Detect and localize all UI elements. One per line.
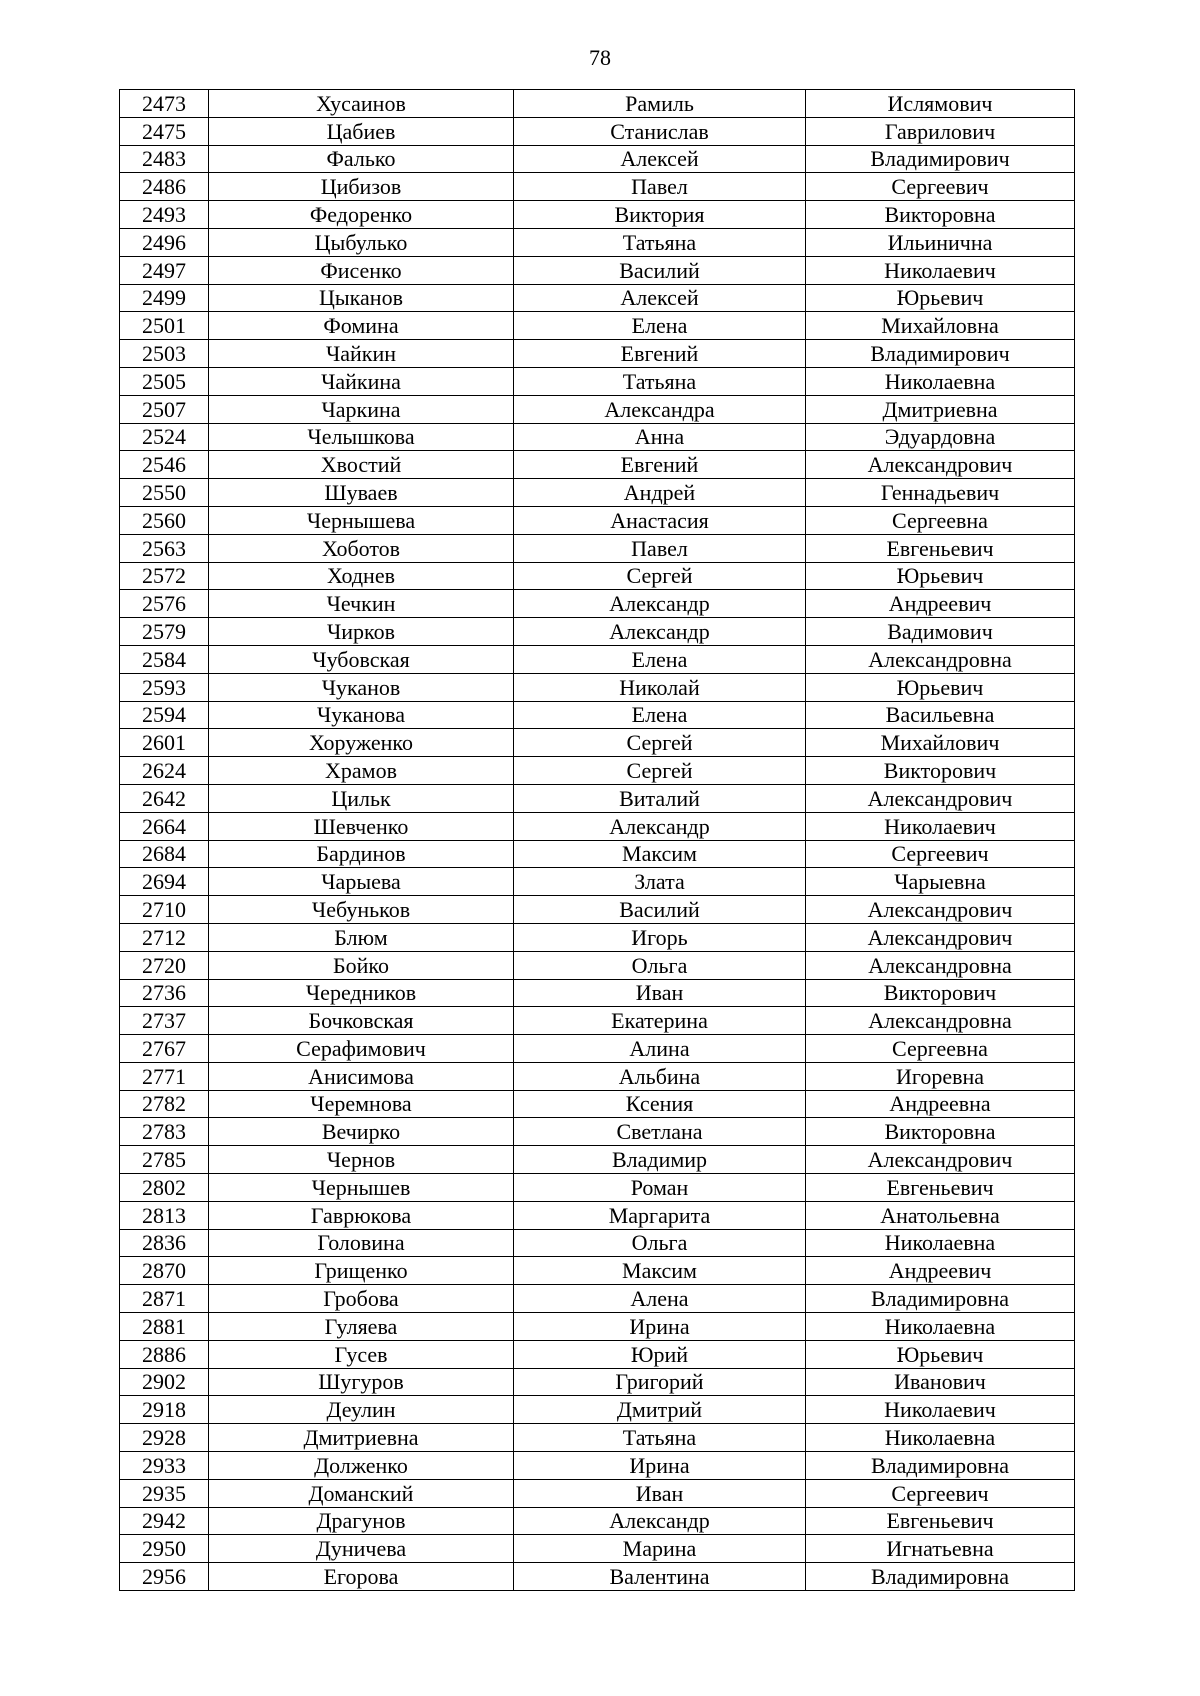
patronymic-cell: Ильинична [806, 228, 1075, 256]
last-name-cell: Деулин [209, 1396, 514, 1424]
table-row [120, 312, 1075, 340]
last-name-cell: Чечкин [209, 590, 514, 618]
patronymic-cell: Александрович [806, 784, 1075, 812]
patronymic-cell: Сергеевна [806, 1035, 1075, 1063]
row-number-cell: 2785 [120, 1146, 209, 1174]
row-number-cell: 2497 [120, 256, 209, 284]
patronymic-cell: Михайловна [806, 312, 1075, 340]
first-name-cell: Александр [514, 590, 806, 618]
first-name-cell: Екатерина [514, 1007, 806, 1035]
patronymic-cell: Вадимович [806, 618, 1075, 646]
patronymic-cell: Евгеньевич [806, 1174, 1075, 1202]
last-name-cell: Гуляева [209, 1313, 514, 1341]
last-name-cell: Чебуньков [209, 896, 514, 924]
row-number-cell: 2881 [120, 1313, 209, 1341]
table-row [120, 451, 1075, 479]
first-name-cell: Павел [514, 173, 806, 201]
row-number-cell: 2546 [120, 451, 209, 479]
table-row [120, 1090, 1075, 1118]
row-number-cell: 2601 [120, 729, 209, 757]
row-number-cell: 2933 [120, 1452, 209, 1480]
table-row [120, 90, 1075, 118]
patronymic-cell: Иванович [806, 1368, 1075, 1396]
first-name-cell: Василий [514, 256, 806, 284]
row-number-cell: 2720 [120, 951, 209, 979]
patronymic-cell: Андреевич [806, 590, 1075, 618]
table-row [120, 1118, 1075, 1146]
last-name-cell: Хоботов [209, 534, 514, 562]
row-number-cell: 2483 [120, 145, 209, 173]
table-row [120, 979, 1075, 1007]
patronymic-cell: Владимировна [806, 1285, 1075, 1313]
first-name-cell: Александр [514, 618, 806, 646]
last-name-cell: Дуничева [209, 1535, 514, 1563]
first-name-cell: Алина [514, 1035, 806, 1063]
first-name-cell: Татьяна [514, 1424, 806, 1452]
table-row [120, 1563, 1075, 1591]
patronymic-cell: Игоревна [806, 1062, 1075, 1090]
last-name-cell: Хвостий [209, 451, 514, 479]
table-row [120, 367, 1075, 395]
table-row [120, 896, 1075, 924]
table-row [120, 645, 1075, 673]
row-number-cell: 2560 [120, 506, 209, 534]
table-row [120, 534, 1075, 562]
row-number-cell: 2956 [120, 1563, 209, 1591]
patronymic-cell: Сергеевна [806, 506, 1075, 534]
table-row [120, 1535, 1075, 1563]
first-name-cell: Александр [514, 1507, 806, 1535]
first-name-cell: Василий [514, 896, 806, 924]
first-name-cell: Марина [514, 1535, 806, 1563]
table-row [120, 1424, 1075, 1452]
row-number-cell: 2712 [120, 923, 209, 951]
table-row [120, 1007, 1075, 1035]
first-name-cell: Роман [514, 1174, 806, 1202]
row-number-cell: 2576 [120, 590, 209, 618]
row-number-cell: 2503 [120, 340, 209, 368]
last-name-cell: Долженко [209, 1452, 514, 1480]
first-name-cell: Виталий [514, 784, 806, 812]
last-name-cell: Серафимович [209, 1035, 514, 1063]
row-number-cell: 2886 [120, 1340, 209, 1368]
patronymic-cell: Юрьевич [806, 673, 1075, 701]
table-row [120, 1229, 1075, 1257]
last-name-cell: Чубовская [209, 645, 514, 673]
first-name-cell: Виктория [514, 201, 806, 229]
row-number-cell: 2737 [120, 1007, 209, 1035]
last-name-cell: Фисенко [209, 256, 514, 284]
patronymic-cell: Сергеевич [806, 840, 1075, 868]
first-name-cell: Евгений [514, 451, 806, 479]
first-name-cell: Максим [514, 840, 806, 868]
row-number-cell: 2767 [120, 1035, 209, 1063]
first-name-cell: Сергей [514, 562, 806, 590]
table-row [120, 201, 1075, 229]
table-row [120, 951, 1075, 979]
last-name-cell: Бойко [209, 951, 514, 979]
row-number-cell: 2505 [120, 367, 209, 395]
table-row [120, 395, 1075, 423]
row-number-cell: 2782 [120, 1090, 209, 1118]
first-name-cell: Татьяна [514, 228, 806, 256]
last-name-cell: Чернов [209, 1146, 514, 1174]
table-row [120, 757, 1075, 785]
patronymic-cell: Викторович [806, 757, 1075, 785]
patronymic-cell: Николаевич [806, 256, 1075, 284]
first-name-cell: Александра [514, 395, 806, 423]
first-name-cell: Злата [514, 868, 806, 896]
patronymic-cell: Николаевна [806, 367, 1075, 395]
row-number-cell: 2783 [120, 1118, 209, 1146]
row-number-cell: 2499 [120, 284, 209, 312]
patronymic-cell: Александровна [806, 645, 1075, 673]
patronymic-cell: Дмитриевна [806, 395, 1075, 423]
first-name-cell: Альбина [514, 1062, 806, 1090]
last-name-cell: Гусев [209, 1340, 514, 1368]
table-row [120, 840, 1075, 868]
row-number-cell: 2524 [120, 423, 209, 451]
patronymic-cell: Николаевич [806, 1396, 1075, 1424]
row-number-cell: 2501 [120, 312, 209, 340]
first-name-cell: Елена [514, 312, 806, 340]
first-name-cell: Ольга [514, 1229, 806, 1257]
last-name-cell: Чаркина [209, 395, 514, 423]
table-row [120, 228, 1075, 256]
patronymic-cell: Юрьевич [806, 284, 1075, 312]
last-name-cell: Егорова [209, 1563, 514, 1591]
patronymic-cell: Владимирович [806, 340, 1075, 368]
row-number-cell: 2836 [120, 1229, 209, 1257]
page-number: 78 [589, 45, 611, 70]
table-row [120, 701, 1075, 729]
patronymic-cell: Викторовна [806, 1118, 1075, 1146]
patronymic-cell: Михайлович [806, 729, 1075, 757]
row-number-cell: 2507 [120, 395, 209, 423]
table-row [120, 1396, 1075, 1424]
first-name-cell: Рамиль [514, 90, 806, 118]
first-name-cell: Светлана [514, 1118, 806, 1146]
last-name-cell: Хоруженко [209, 729, 514, 757]
first-name-cell: Павел [514, 534, 806, 562]
patronymic-cell: Эдуардовна [806, 423, 1075, 451]
row-number-cell: 2870 [120, 1257, 209, 1285]
patronymic-cell: Геннадьевич [806, 479, 1075, 507]
row-number-cell: 2694 [120, 868, 209, 896]
first-name-cell: Елена [514, 701, 806, 729]
patronymic-cell: Александровна [806, 1007, 1075, 1035]
last-name-cell: Доманский [209, 1479, 514, 1507]
patronymic-cell: Гаврилович [806, 117, 1075, 145]
first-name-cell: Андрей [514, 479, 806, 507]
patronymic-cell: Чарыевна [806, 868, 1075, 896]
first-name-cell: Алексей [514, 145, 806, 173]
first-name-cell: Елена [514, 645, 806, 673]
table-row [120, 1313, 1075, 1341]
patronymic-cell: Владимировна [806, 1452, 1075, 1480]
first-name-cell: Валентина [514, 1563, 806, 1591]
table-row [120, 1285, 1075, 1313]
last-name-cell: Цыканов [209, 284, 514, 312]
table-row [120, 145, 1075, 173]
last-name-cell: Чайкина [209, 367, 514, 395]
last-name-cell: Блюм [209, 923, 514, 951]
last-name-cell: Вечирко [209, 1118, 514, 1146]
table-row [120, 1062, 1075, 1090]
patronymic-cell: Ислямович [806, 90, 1075, 118]
first-name-cell: Маргарита [514, 1201, 806, 1229]
row-number-cell: 2496 [120, 228, 209, 256]
last-name-cell: Фалько [209, 145, 514, 173]
row-number-cell: 2935 [120, 1479, 209, 1507]
last-name-cell: Хусаинов [209, 90, 514, 118]
last-name-cell: Цильк [209, 784, 514, 812]
patronymic-cell: Юрьевич [806, 1340, 1075, 1368]
first-name-cell: Николай [514, 673, 806, 701]
table-row [120, 590, 1075, 618]
last-name-cell: Драгунов [209, 1507, 514, 1535]
patronymic-cell: Викторовна [806, 201, 1075, 229]
table-row [120, 812, 1075, 840]
row-number-cell: 2736 [120, 979, 209, 1007]
patronymic-cell: Андреевич [806, 1257, 1075, 1285]
row-number-cell: 2664 [120, 812, 209, 840]
row-number-cell: 2475 [120, 117, 209, 145]
patronymic-cell: Александрович [806, 451, 1075, 479]
row-number-cell: 2871 [120, 1285, 209, 1313]
table-row [120, 729, 1075, 757]
row-number-cell: 2902 [120, 1368, 209, 1396]
table-row [120, 479, 1075, 507]
first-name-cell: Евгений [514, 340, 806, 368]
last-name-cell: Федоренко [209, 201, 514, 229]
first-name-cell: Ксения [514, 1090, 806, 1118]
table-row [120, 1479, 1075, 1507]
first-name-cell: Сергей [514, 729, 806, 757]
table-row [120, 340, 1075, 368]
row-number-cell: 2928 [120, 1424, 209, 1452]
table-row [120, 868, 1075, 896]
patronymic-cell: Александрович [806, 1146, 1075, 1174]
table-row [120, 173, 1075, 201]
last-name-cell: Челышкова [209, 423, 514, 451]
last-name-cell: Грищенко [209, 1257, 514, 1285]
row-number-cell: 2950 [120, 1535, 209, 1563]
first-name-cell: Ирина [514, 1313, 806, 1341]
last-name-cell: Чуканова [209, 701, 514, 729]
row-number-cell: 2563 [120, 534, 209, 562]
row-number-cell: 2579 [120, 618, 209, 646]
first-name-cell: Ольга [514, 951, 806, 979]
row-number-cell: 2572 [120, 562, 209, 590]
patronymic-cell: Николаевна [806, 1424, 1075, 1452]
patronymic-cell: Александрович [806, 923, 1075, 951]
first-name-cell: Анастасия [514, 506, 806, 534]
patronymic-cell: Александрович [806, 896, 1075, 924]
last-name-cell: Цыбулько [209, 228, 514, 256]
table-row [120, 1035, 1075, 1063]
patronymic-cell: Сергеевич [806, 1479, 1075, 1507]
first-name-cell: Александр [514, 812, 806, 840]
patronymic-cell: Андреевна [806, 1090, 1075, 1118]
patronymic-cell: Викторович [806, 979, 1075, 1007]
table-row [120, 423, 1075, 451]
first-name-cell: Дмитрий [514, 1396, 806, 1424]
last-name-cell: Головина [209, 1229, 514, 1257]
row-number-cell: 2624 [120, 757, 209, 785]
patronymic-cell: Анатольевна [806, 1201, 1075, 1229]
row-number-cell: 2642 [120, 784, 209, 812]
first-name-cell: Иван [514, 1479, 806, 1507]
last-name-cell: Бочковская [209, 1007, 514, 1035]
table-row [120, 284, 1075, 312]
patronymic-cell: Сергеевич [806, 173, 1075, 201]
first-name-cell: Алексей [514, 284, 806, 312]
last-name-cell: Шугуров [209, 1368, 514, 1396]
first-name-cell: Алена [514, 1285, 806, 1313]
table-row [120, 256, 1075, 284]
row-number-cell: 2493 [120, 201, 209, 229]
first-name-cell: Ирина [514, 1452, 806, 1480]
row-number-cell: 2486 [120, 173, 209, 201]
patronymic-cell: Евгеньевич [806, 534, 1075, 562]
patronymic-cell: Юрьевич [806, 562, 1075, 590]
table-row [120, 562, 1075, 590]
row-number-cell: 2771 [120, 1062, 209, 1090]
first-name-cell: Максим [514, 1257, 806, 1285]
patronymic-cell: Игнатьевна [806, 1535, 1075, 1563]
patronymic-cell: Владимирович [806, 145, 1075, 173]
last-name-cell: Чернышев [209, 1174, 514, 1202]
row-number-cell: 2473 [120, 90, 209, 118]
last-name-cell: Цабиев [209, 117, 514, 145]
last-name-cell: Фомина [209, 312, 514, 340]
table-row [120, 673, 1075, 701]
patronymic-cell: Васильевна [806, 701, 1075, 729]
patronymic-cell: Николаевна [806, 1313, 1075, 1341]
patronymic-cell: Евгеньевич [806, 1507, 1075, 1535]
last-name-cell: Шевченко [209, 812, 514, 840]
last-name-cell: Чайкин [209, 340, 514, 368]
table-row [120, 1340, 1075, 1368]
first-name-cell: Иван [514, 979, 806, 1007]
table-row [120, 117, 1075, 145]
last-name-cell: Гаврюкова [209, 1201, 514, 1229]
patronymic-cell: Николаевна [806, 1229, 1075, 1257]
row-number-cell: 2594 [120, 701, 209, 729]
row-number-cell: 2813 [120, 1201, 209, 1229]
table-row [120, 1201, 1075, 1229]
first-name-cell: Игорь [514, 923, 806, 951]
first-name-cell: Сергей [514, 757, 806, 785]
last-name-cell: Чуканов [209, 673, 514, 701]
first-name-cell: Татьяна [514, 367, 806, 395]
last-name-cell: Дмитриевна [209, 1424, 514, 1452]
last-name-cell: Шуваев [209, 479, 514, 507]
first-name-cell: Григорий [514, 1368, 806, 1396]
names-table [119, 89, 1075, 1591]
last-name-cell: Анисимова [209, 1062, 514, 1090]
row-number-cell: 2550 [120, 479, 209, 507]
row-number-cell: 2584 [120, 645, 209, 673]
table-row [120, 506, 1075, 534]
last-name-cell: Храмов [209, 757, 514, 785]
row-number-cell: 2593 [120, 673, 209, 701]
patronymic-cell: Николаевич [806, 812, 1075, 840]
table-row [120, 1452, 1075, 1480]
last-name-cell: Черемнова [209, 1090, 514, 1118]
table-row [120, 784, 1075, 812]
names-table-body [120, 90, 1075, 1591]
first-name-cell: Владимир [514, 1146, 806, 1174]
row-number-cell: 2684 [120, 840, 209, 868]
row-number-cell: 2918 [120, 1396, 209, 1424]
last-name-cell: Чирков [209, 618, 514, 646]
last-name-cell: Чередников [209, 979, 514, 1007]
first-name-cell: Станислав [514, 117, 806, 145]
patronymic-cell: Александровна [806, 951, 1075, 979]
table-row [120, 1507, 1075, 1535]
patronymic-cell: Владимировна [806, 1563, 1075, 1591]
table-row [120, 618, 1075, 646]
last-name-cell: Чарыева [209, 868, 514, 896]
last-name-cell: Цибизов [209, 173, 514, 201]
first-name-cell: Юрий [514, 1340, 806, 1368]
last-name-cell: Ходнев [209, 562, 514, 590]
last-name-cell: Гробова [209, 1285, 514, 1313]
last-name-cell: Бардинов [209, 840, 514, 868]
table-row [120, 923, 1075, 951]
last-name-cell: Чернышева [209, 506, 514, 534]
row-number-cell: 2710 [120, 896, 209, 924]
row-number-cell: 2942 [120, 1507, 209, 1535]
table-row [120, 1174, 1075, 1202]
table-row [120, 1368, 1075, 1396]
first-name-cell: Анна [514, 423, 806, 451]
table-row [120, 1257, 1075, 1285]
row-number-cell: 2802 [120, 1174, 209, 1202]
table-row [120, 1146, 1075, 1174]
